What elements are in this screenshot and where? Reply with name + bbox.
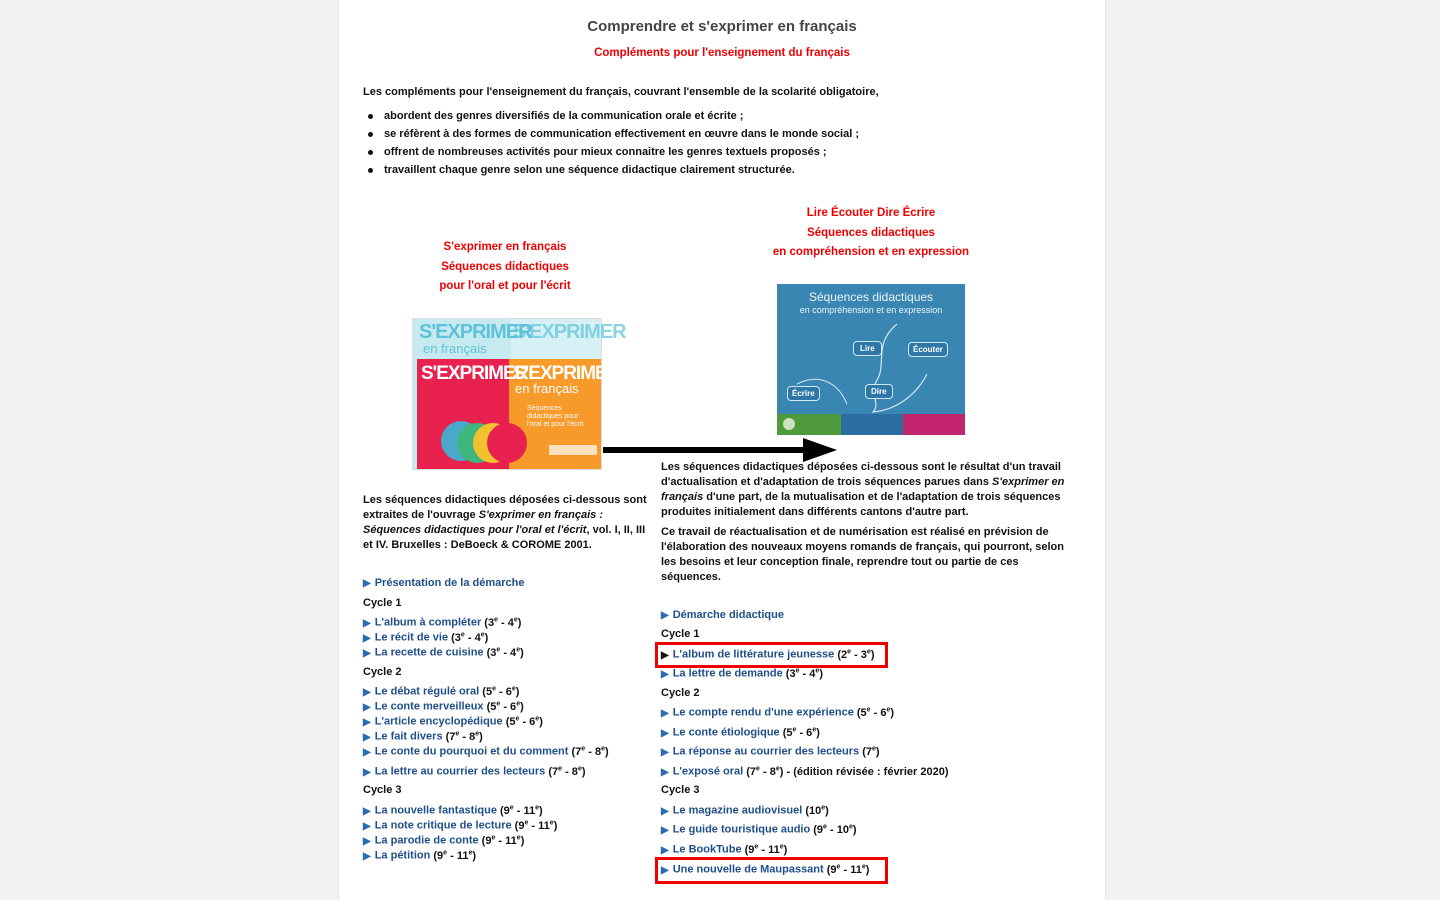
link-label[interactable]: Le conte étiologique — [672, 726, 780, 739]
link-label[interactable]: Le BookTube — [672, 843, 742, 856]
grade-label: (7e - 8e) — [545, 765, 586, 778]
list-item[interactable] — [363, 849, 476, 862]
grade-label: (3e - 4e) — [782, 667, 823, 680]
list-item[interactable] — [363, 804, 543, 817]
triangle-right-icon: ▶ — [661, 844, 669, 856]
right-description-2: Ce travail de réactualisation et de numérisation est réalisé en prévision de l'élaboration des nouveaux moyens romands de français, qui pourront, selon les besoins et leur conception finale, reprendre tout ou partie de ces séquences. — [661, 526, 1064, 583]
intro-bullet: abordent des genres diversifiés de la communication orale et écrite ; — [363, 107, 859, 125]
list-item[interactable] — [661, 745, 880, 758]
left-cycle1-heading: Cycle 1 — [363, 597, 402, 609]
highlight-box — [655, 857, 888, 884]
grade-label: (9e - 11e) — [511, 819, 558, 832]
cover-subtitle-text: en compréhension et en expression — [799, 305, 943, 315]
intro-bullet: se réfèrent à des formes de communication effectivement en œuvre dans le monde social ; — [363, 125, 859, 143]
list-item[interactable] — [363, 616, 521, 629]
link-label[interactable]: La pétition — [374, 849, 431, 862]
cover-bubble-lire: Lire — [853, 341, 882, 356]
list-item[interactable] — [363, 700, 524, 713]
list-item[interactable] — [363, 765, 586, 778]
list-item[interactable] — [363, 730, 483, 743]
link-label[interactable]: Le conte du pourquoi et du comment — [374, 745, 569, 758]
link-label[interactable]: Le guide touristique audio — [672, 823, 811, 836]
right-cycle3-heading: Cycle 3 — [661, 784, 700, 796]
link-label[interactable]: Le conte merveilleux — [374, 700, 484, 713]
lire-ecouter-book-cover-image[interactable] — [777, 284, 965, 435]
grade-label: (9e - 11e) — [478, 834, 525, 847]
right-description-text: d'une part, de la mutualisation et de l'adaptation de trois séquences produites initialement dans différents cantons d'autre part. — [661, 491, 1061, 518]
cover-bubble-ecouter: Écouter — [908, 342, 948, 357]
list-item[interactable] — [363, 631, 488, 644]
link-demarche-didactique[interactable] — [661, 609, 784, 621]
link-label[interactable]: Le compte rendu d'une expérience — [672, 706, 854, 719]
grade-label: (5e - 6e) — [502, 715, 543, 728]
list-item[interactable] — [363, 745, 609, 758]
left-description — [363, 493, 647, 553]
cover-title-text: Séquences didactiques — [808, 290, 934, 304]
page-content — [338, 0, 1106, 900]
triangle-right-icon: ▶ — [363, 701, 371, 713]
intro-bullet-list — [363, 107, 859, 179]
grade-label: (5e - 6e) — [779, 726, 820, 739]
list-item[interactable] — [363, 834, 524, 847]
list-item[interactable] — [363, 819, 557, 832]
list-item[interactable] — [661, 726, 820, 739]
list-item[interactable] — [363, 685, 519, 698]
list-item[interactable] — [661, 823, 857, 836]
link-label[interactable]: La parodie de conte — [374, 834, 479, 847]
triangle-right-icon: ▶ — [363, 850, 371, 862]
link-label[interactable]: L'exposé oral — [672, 765, 744, 778]
left-description-text: , vol. I, II, III et IV. Bruxelles : DeBoeck & COROME 2001. — [363, 524, 646, 551]
link-label[interactable]: L'article encyclopédique — [374, 715, 503, 728]
right-description-italic: S'exprimer en français — [661, 476, 1065, 503]
right-heading-line: Lire Écouter Dire Écrire — [806, 207, 936, 219]
grade-label: (3e - 4e) — [483, 646, 524, 659]
intro-bullet: travaillent chaque genre selon une séquence didactique clairement structurée. — [363, 161, 859, 179]
grade-label: (7e - 8e) — [568, 745, 609, 758]
right-description-text: Les séquences didactiques déposées ci-dessous sont le résultat d'un travail d'actualisation et d'adaptation de trois séquences parues dans — [661, 461, 1061, 488]
grade-label: (7e - 8e) - (édition révisée : février 2020) — [743, 765, 949, 778]
left-cycle2-heading: Cycle 2 — [363, 666, 402, 678]
grade-label: (10e) — [802, 804, 829, 817]
link-label[interactable]: L'album de littérature jeunesse — [672, 648, 835, 661]
triangle-right-icon: ▶ — [661, 707, 669, 719]
triangle-right-icon: ▶ — [661, 727, 669, 739]
triangle-right-icon: ▶ — [363, 766, 371, 778]
left-heading-line: pour l'oral et pour l'écrit — [439, 280, 571, 292]
link-label[interactable]: La nouvelle fantastique — [374, 804, 497, 817]
triangle-right-icon: ▶ — [363, 746, 371, 758]
cover-subtitle-text: en français — [423, 341, 487, 356]
left-heading-line: S'exprimer en français — [443, 241, 567, 253]
left-heading-line: Séquences didactiques — [441, 260, 569, 273]
cover-title-text: S'EXPRIMER — [419, 321, 532, 343]
grade-label: (7e - 8e) — [442, 730, 483, 743]
left-description-italic: S'exprimer en français : Séquences didactiques pour l'oral et l'écrit — [363, 509, 604, 536]
list-item[interactable] — [661, 804, 829, 817]
list-item[interactable] — [661, 667, 823, 680]
cover-caption-text: Séquences didactiques pour l'oral et pour l'écrit — [527, 405, 584, 428]
link-presentation-demarche[interactable] — [363, 577, 524, 589]
list-item[interactable] — [661, 843, 787, 856]
triangle-right-icon: ▶ — [661, 766, 669, 778]
cover-title-text: S'EXPRIMER — [513, 363, 620, 384]
link-demarche-label[interactable]: Démarche didactique — [672, 609, 784, 621]
link-label[interactable]: L'album à compléter — [374, 616, 482, 629]
triangle-right-icon: ▶ — [363, 820, 371, 832]
triangle-right-icon: ▶ — [363, 835, 371, 847]
intro-text: Les compléments pour l'enseignement du français, couvrant l'ensemble de la scolarité obligatoire, — [363, 86, 879, 98]
triangle-right-icon: ▶ — [661, 649, 669, 661]
right-cycle1-heading: Cycle 1 — [661, 628, 700, 640]
link-label[interactable]: Le magazine audiovisuel — [672, 804, 803, 817]
cover-title-text: S'EXPRIMER — [421, 363, 528, 384]
grade-label: (2e - 3e) — [834, 648, 875, 661]
cover-bubble-ecrire: Écrire — [787, 386, 820, 401]
triangle-right-icon: ▶ — [661, 864, 669, 876]
list-item[interactable] — [661, 706, 894, 719]
cover-bubble-dire: Dire — [865, 384, 893, 399]
triangle-right-icon: ▶ — [363, 632, 371, 644]
triangle-right-icon: ▶ — [363, 686, 371, 698]
grade-label: (9e - 11e) — [741, 843, 788, 856]
link-label[interactable]: La lettre de demande — [672, 667, 783, 680]
grade-label: (9e - 11e) — [430, 849, 477, 862]
list-item[interactable] — [363, 646, 524, 659]
grade-label: (9e - 11e) — [496, 804, 543, 817]
triangle-right-icon: ▶ — [363, 716, 371, 728]
left-description-text: Les séquences didactiques déposées ci-dessous sont extraites de l'ouvrage — [363, 494, 647, 521]
grade-label: (7e) — [859, 745, 880, 758]
cover-subtitle-text: en français — [515, 381, 579, 396]
link-label[interactable]: La note critique de lecture — [374, 819, 512, 832]
triangle-right-icon: ▶ — [363, 647, 371, 659]
triangle-right-icon: ▶ — [661, 668, 669, 680]
triangle-right-icon: ▶ — [661, 824, 669, 836]
right-heading-line: Séquences didactiques — [807, 226, 935, 239]
right-cycle2-heading: Cycle 2 — [661, 687, 700, 699]
triangle-right-icon: ▶ — [363, 805, 371, 817]
left-cycle3-heading: Cycle 3 — [363, 784, 402, 796]
grade-label: (9e - 11e) — [823, 863, 870, 876]
grade-label: (3e - 4e) — [481, 616, 522, 629]
link-label[interactable]: Le récit de vie — [374, 631, 449, 644]
page-title: Comprendre et s'exprimer en français — [587, 18, 857, 35]
right-description-1 — [661, 460, 1077, 520]
link-presentation-label[interactable]: Présentation de la démarche — [374, 577, 525, 589]
triangle-right-icon: ▶ — [363, 617, 371, 629]
page-subtitle: Compléments pour l'enseignement du français — [594, 47, 850, 59]
triangle-right-icon: ▶ — [661, 805, 669, 817]
list-item[interactable] — [363, 715, 543, 728]
triangle-right-icon: ▶ — [661, 746, 669, 758]
right-heading-line: en compréhension et en expression — [772, 246, 970, 258]
cover-title-text: S'EXPRIMER — [513, 321, 626, 343]
link-label[interactable]: Une nouvelle de Maupassant — [672, 863, 824, 876]
intro-bullet: offrent de nombreuses activités pour mieux connaitre les genres textuels proposés ; — [363, 143, 859, 161]
list-item[interactable] — [661, 765, 948, 778]
link-label[interactable]: La réponse au courrier des lecteurs — [672, 745, 860, 758]
grade-label: (5e - 6e) — [853, 706, 895, 719]
triangle-right-icon: ▶ — [363, 731, 371, 743]
triangle-right-icon: ▶ — [661, 610, 669, 621]
link-label[interactable]: Le débat régulé oral — [374, 685, 480, 698]
link-label[interactable]: La lettre au courrier des lecteurs — [374, 765, 546, 778]
link-label[interactable]: Le fait divers — [374, 730, 443, 743]
grade-label: (3e - 4e) — [448, 631, 489, 644]
grade-label: (5e - 6e) — [483, 700, 524, 713]
sexprimer-book-cover-image[interactable] — [412, 318, 626, 470]
grade-label: (5e - 6e) — [479, 685, 520, 698]
right-heading — [735, 204, 1007, 263]
grade-label: (9e - 10e) — [810, 823, 857, 836]
highlight-box — [655, 642, 888, 668]
triangle-right-icon: ▶ — [363, 578, 371, 589]
left-heading — [363, 238, 647, 297]
link-label[interactable]: La recette de cuisine — [374, 646, 484, 659]
